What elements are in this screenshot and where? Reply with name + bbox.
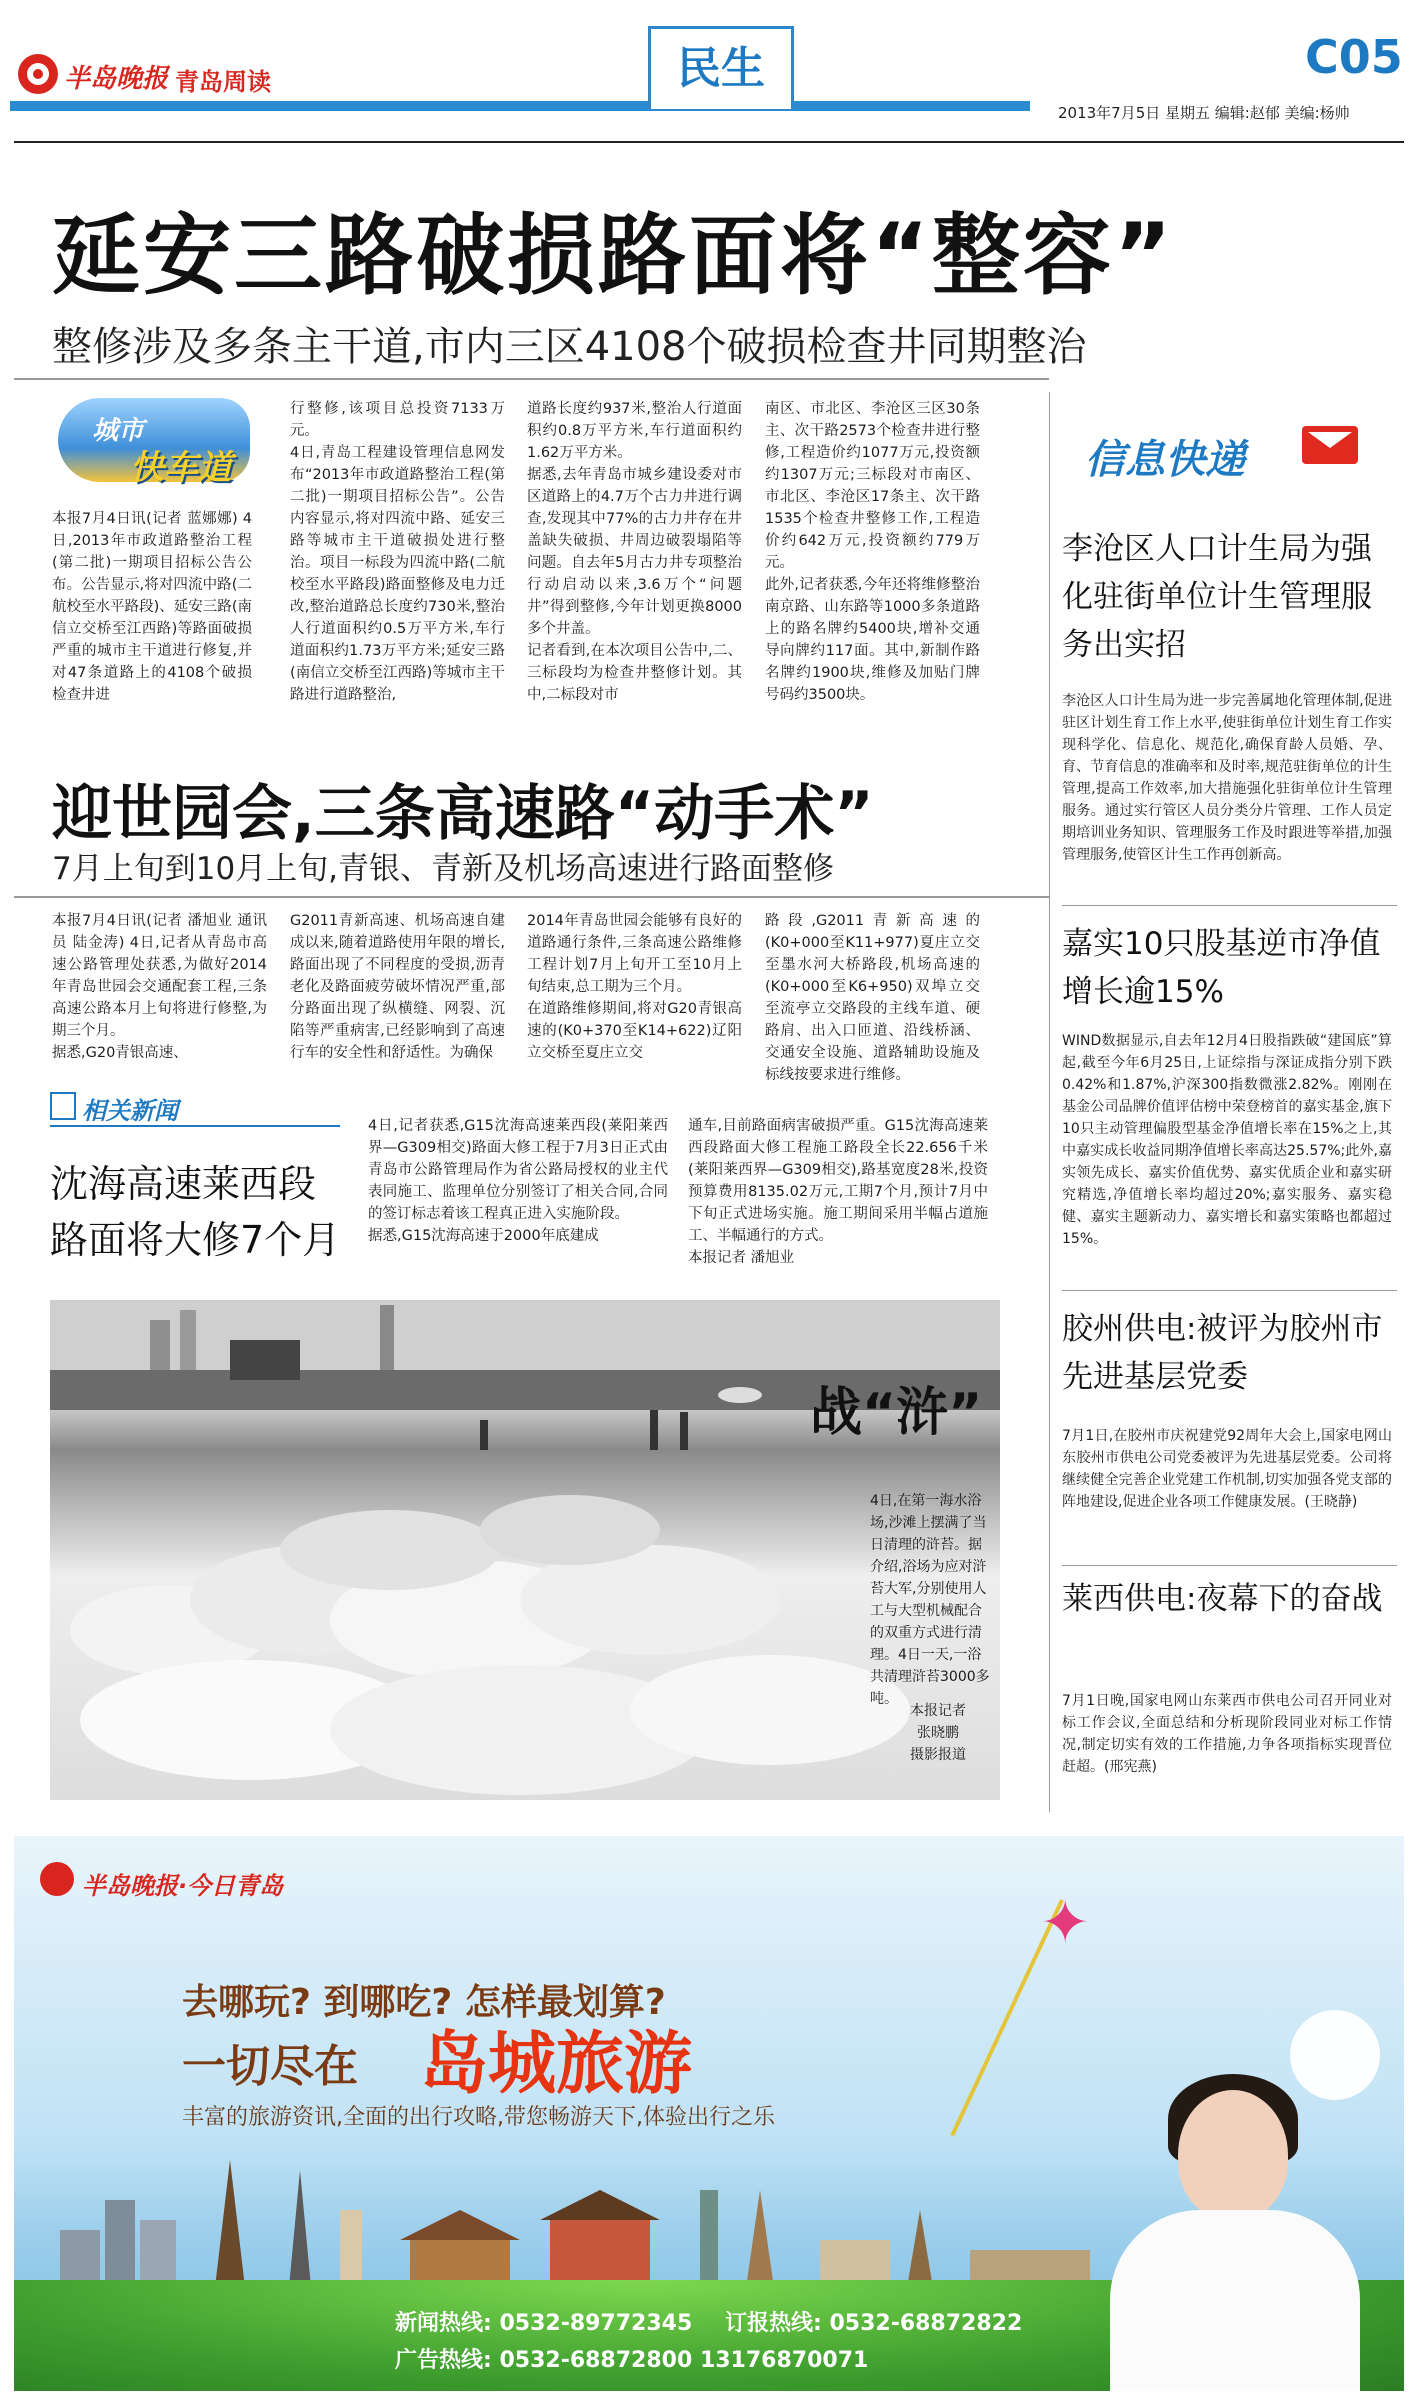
pencil-icon xyxy=(50,1092,76,1120)
ad-logo-icon xyxy=(40,1862,74,1896)
ad-line-2a: 一切尽在 xyxy=(182,2041,358,2092)
city-badge-big: 快车道 xyxy=(130,448,232,488)
sidebar-item-2-body: WIND数据显示,自去年12月4日股指跌破“建国底”算起,截至今年6月25日,上证综指与深证成指分别下跌0.42%和1.87%,沪深300指数微涨2.82%。刚刚在基金公司品牌价值评估榜中荣登榜首的嘉实基金,旗下10只主动管理偏股型基金净值增长率在15%之上,其中嘉实成长收益同期净值增长率高达25.57%;此外,嘉实领先成长、嘉实价值优势、嘉实优质企业和嘉实研究精选,净值增长率均超过20%;嘉实服务、嘉实稳健、嘉实主题新动力、嘉实增长和嘉实策略也都超过15%。 xyxy=(1062,1033,1392,1247)
second-column-1: 本报7月4日讯(记者 潘旭业 通讯员 陆金涛) 4日,记者从青岛市高速公路管理处获悉,为做好2014年青岛世园会交通配套工程,三条高速公路本月上旬将进行修整,为期三个月。 据悉,G20青银高速、 xyxy=(52,913,267,1061)
second-column-3: 2014年青岛世园会能够有良好的道路通行条件,三条高速公路维修工程计划7月上旬开工至10月上旬结束,总工期为三个月。 在道路维修期间,将对G20青银高速的(K0+370至K14+622)辽阳立交桥至夏庄立交 xyxy=(527,913,742,1061)
ad-hotline-subscribe: 订报热线: 0532-68872822 xyxy=(725,2311,1023,2336)
sidebar-rule xyxy=(1062,1290,1397,1291)
related-headline: 沈海高速莱西段路面将大修7个月 xyxy=(50,1162,341,1262)
sidebar-item-3-body: 7月1日,在胶州市庆祝建党92周年大会上,国家电网山东胶州市供电公司党委被评为先进基层党委。公司将继续健全完善企业党建工作机制,切实加强各党支部的阵地建设,促进企业各项工作健康发展。(王晓静) xyxy=(1062,1428,1392,1510)
city-badge-small: 城市 xyxy=(92,416,145,446)
section-tab: 民生 xyxy=(648,26,794,109)
lead-column-1: 本报7月4日讯(记者 蓝娜娜) 4日,2013年市政道路整治工程(第二批)一期项目招标公告公布。公告显示,将对四流中路(二航校至水平路段)、延安三路(南信立交桥至江西路)等路面破损严重的城市主干道进行修复,并对47条道路上的4108个破损检查井进 xyxy=(52,511,252,703)
girl-face xyxy=(1178,2090,1288,2220)
ad-hotline-ads: 广告热线: 0532-68872800 13176870071 xyxy=(395,2348,869,2373)
sidebar-item-1-body: 李沧区人口计生局为进一步完善属地化管理体制,促进驻区计划生育工作上水平,使驻街单位计划生育工作实现科学化、信息化、规范化,确保育龄人员婚、孕、育、节育信息的准确率和及时率,规范驻街单位的计生管理,提高工作效率,加大措施强化驻街单位计生管理服务。通过实行管区人员分类分片管理、工作人员定期培训业务知识、管理服务工作及时跟进等举措,加强管理服务,使管区计生工作再创新高。 xyxy=(1062,693,1392,863)
sidebar-rule xyxy=(1062,905,1397,906)
angel-wing xyxy=(1290,2010,1380,2100)
related-column-1: 4日,记者获悉,G15沈海高速莱西段(莱阳莱西界—G309相交)路面大修工程于7月3日正式由青岛市公路管理局作为省公路局授权的业主代表同施工、监理单位分别签订了相关合同,合同的签订标志着该工程真正进入实施阶段。 据悉,G15沈海高速于2000年底建成 xyxy=(368,1118,668,1244)
ad-line-2b: 岛城旅游 xyxy=(420,2025,693,2104)
envelope-icon xyxy=(1302,426,1358,464)
related-rule xyxy=(50,1125,340,1127)
info-express-badge: 信息快递 xyxy=(1085,437,1245,483)
ad-line-1: 去哪玩? 到哪吃? 怎样最划算? xyxy=(182,1982,666,2023)
sidebar-item-4-title: 莱西供电:夜幕下的奋战 xyxy=(1062,1581,1383,1617)
lead-divider xyxy=(14,378,1049,380)
ad-hotline-news: 新闻热线: 0532-89772345 xyxy=(395,2311,693,2336)
related-column-2: 通车,目前路面病害破损严重。G15沈海高速莱西段路面大修工程施工路段全长22.656千米(莱阳莱西界—G309相交),路基宽度28米,投资预算费用8135.02万元,工期7个月,预计7月中下旬正式进场实施。施工期间采用半幅占道施工、半幅通行的方式。 本报记者 潘旭业 xyxy=(688,1118,988,1266)
lead-column-3: 道路长度约937米,整治人行道面积约0.8万平方米,车行道面积约1.62万平方米。 据悉,去年青岛市城乡建设委对市区道路上的4.7万个古力井进行调查,发现其中77%的古力井存在井盖缺失破损、井周边破裂塌陷等问题。自去年5月古力井专项整治行动启动以来,3.6万个“问题井”得到整修,今年计划更换8000多个井盖。 记者看到,在本次项目公告中,二、三标段均为检查井整修计划。其中,二标段对市 xyxy=(527,401,742,703)
sidebar-rule xyxy=(1062,1565,1397,1566)
lead-headline: 延安三路破损路面将“整容” xyxy=(52,204,1175,307)
sidebar-item-3-title: 胶州供电:被评为胶州市先进基层党委 xyxy=(1062,1311,1383,1395)
lead-column-4: 南区、市北区、李沧区三区30条主、次干路2573个检查井进行整修,工程造价约1077万元,投资额约1307万元;三标段对市南区、市北区、李沧区17条主、次干路1535个检查井整修工作,工程造价约642万元,投资额约779万元。 此外,记者获悉,今年还将维修整治南京路、山东路等1000多条道路上的路名牌约5400块,增补交通导向牌约117面。其中,新制作路名牌约1900块,维修及加贴门牌号码约3500块。 xyxy=(765,401,980,703)
photo-title: 战“浒” xyxy=(810,1383,983,1443)
dateline: 2013年7月5日 星期五 编辑:赵郁 美编:杨帅 xyxy=(1058,104,1350,122)
lead-subhead: 整修涉及多条主干道,市内三区4108个破损检查井同期整治 xyxy=(52,324,1087,370)
ad-brand: 半岛晚报·今日青岛 xyxy=(82,1872,284,1900)
header-divider xyxy=(14,141,1404,143)
second-subhead: 7月上旬到10月上旬,青银、青新及机场高速进行路面整修 xyxy=(52,851,835,887)
second-headline: 迎世园会,三条高速路“动手术” xyxy=(52,779,874,849)
girl-dress xyxy=(1110,2210,1360,2391)
sidebar-item-1-title: 李沧区人口计生局为强化驻街单位计生管理服务出实招 xyxy=(1062,531,1372,663)
masthead-rule xyxy=(10,101,1030,111)
photo-caption: 4日,在第一海水浴场,沙滩上摆满了当日清理的浒苔。据介绍,浴场为应对浒苔大军,分别使用人工与大型机械配合的双重方式进行清理。4日一天,一浴共清理浒苔3000多吨。 xyxy=(870,1493,990,1707)
second-column-2: G2011青新高速、机场高速自建成以来,随着道路使用年限的增长,路面出现了不同程度的受损,沥青老化及路面疲劳破坏情况严重,部分路面出现了纵横缝、网裂、沉陷等严重病害,已经影响到了高速行车的安全性和舒适性。为确保 xyxy=(290,913,505,1061)
second-column-4: 路段,G2011青新高速的(K0+000至K11+977)夏庄立交至墨水河大桥路段,机场高速的(K0+000至K6+950)双埠立交至流亭立交路段的主线车道、硬路肩、出入口匝道、沿线桥涵、交通安全设施、道路辅助设施及标线按要求进行维修。 xyxy=(765,913,980,1083)
edition-name: 青岛周读 xyxy=(175,68,271,96)
photo-credit: 本报记者 张晓鹏 摄影报道 xyxy=(910,1703,966,1763)
star-icon: ✦ xyxy=(1040,1888,1091,1958)
sidebar-item-2-title: 嘉实10只股基逆市净值增长逾15% xyxy=(1062,926,1381,1010)
related-news-badge: 相关新闻 xyxy=(82,1097,178,1125)
second-divider xyxy=(14,896,1049,898)
ad-line-3: 丰富的旅游资讯,全面的出行攻略,带您畅游天下,体验出行之乐 xyxy=(182,2105,775,2130)
page-code: C05 xyxy=(1305,30,1403,84)
paper-logo-icon xyxy=(18,54,58,94)
lead-column-2: 行整修,该项目总投资7133万元。 4日,青岛工程建设管理信息网发布“2013年市政道路整治工程(第二批)一期项目招标公告”。公告内容显示,将对四流中路、延安三路等城市主干道破损处进行整治。项目一标段为四流中路(二航校至水平路段)路面整修及电力迁改,整治道路总长度约730米,整治人行道面积约0.5万平方米,车行道面积约1.73万平方米;延安三路(南信立交桥至江西路)等城市主干路进行道路整治, xyxy=(290,401,505,703)
paper-name: 半岛晚报 xyxy=(64,64,169,94)
sidebar-item-4-body: 7月1日晚,国家电网山东莱西市供电公司召开同业对标工作会议,全面总结和分析现阶段同业对标工作情况,制定切实有效的工作措施,力争各项指标实现晋位赶超。(邢宪燕) xyxy=(1062,1693,1392,1775)
column-divider xyxy=(1049,392,1050,1812)
